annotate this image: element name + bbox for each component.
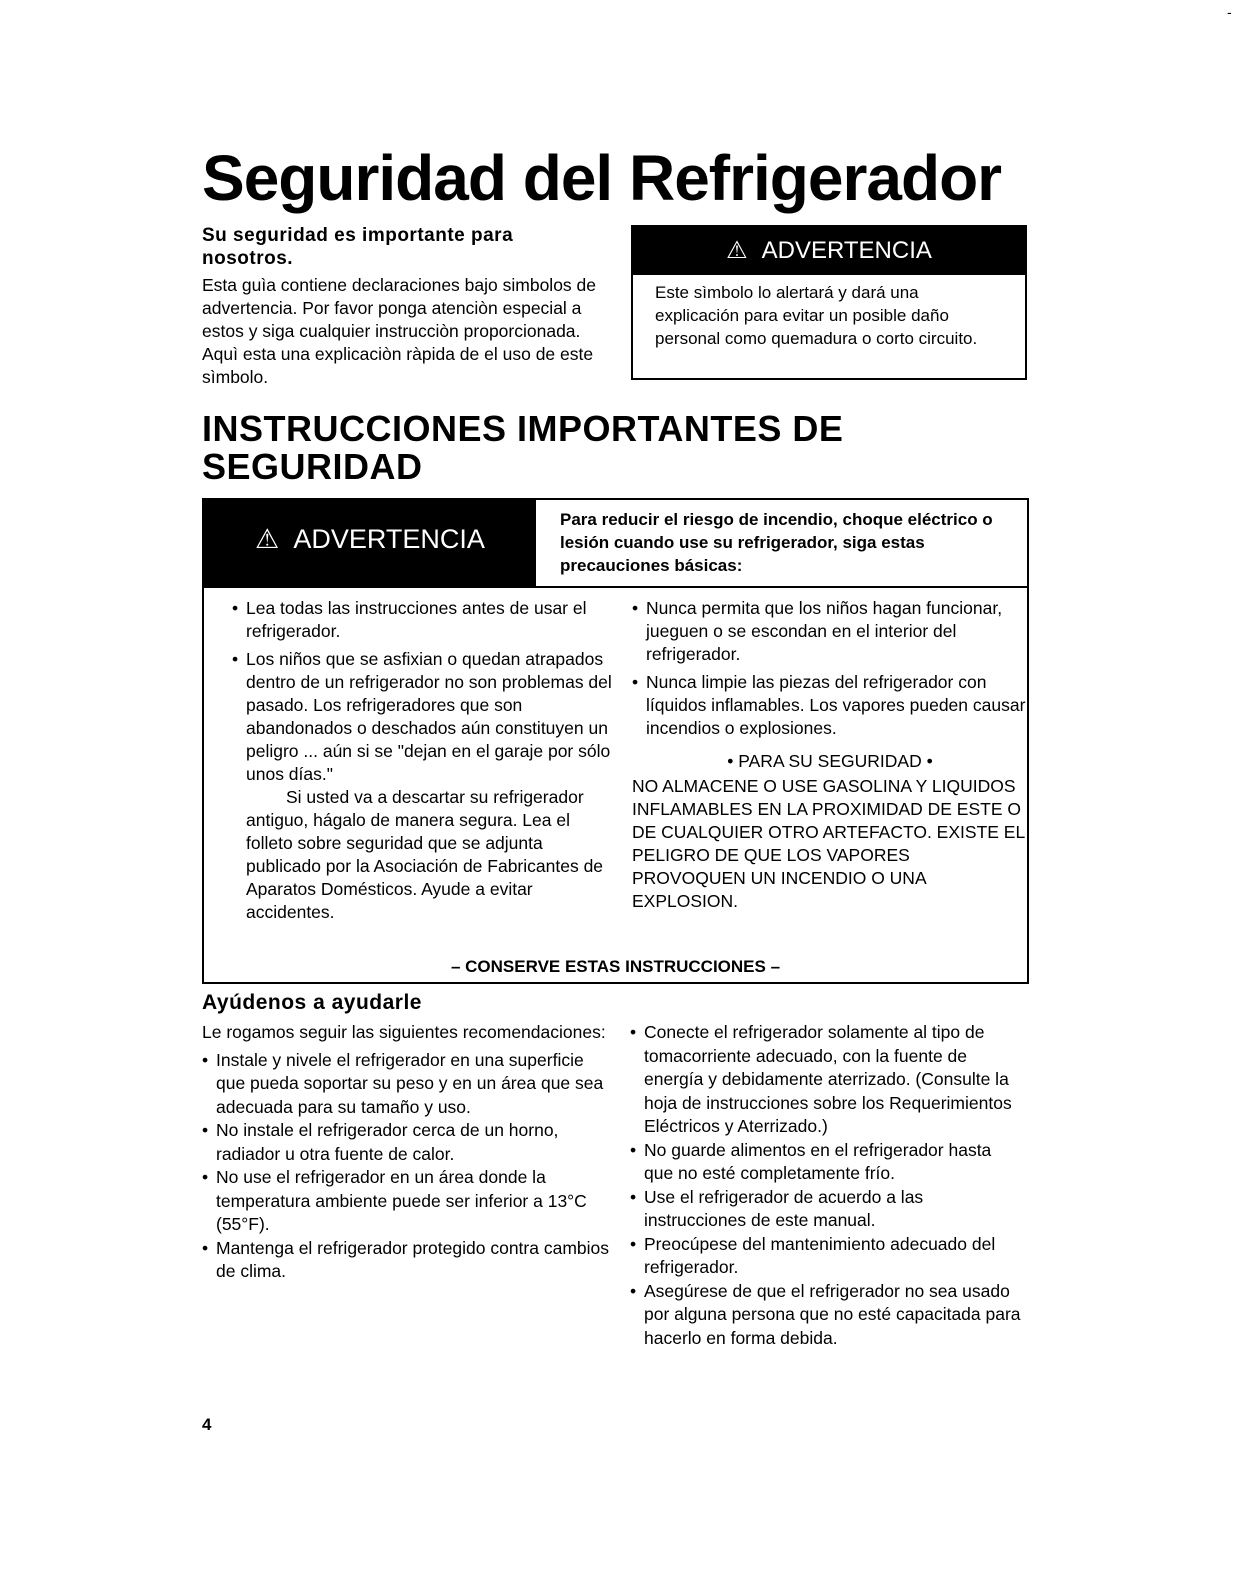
list-item: • Mantenga el refrigerador protegido contra cambios de clima. (202, 1237, 612, 1284)
list-item: • Use el refrigerador de acuerdo a las instrucciones de este manual. (630, 1186, 1025, 1233)
safety-instructions-box (202, 498, 1029, 984)
list-item: • No use el refrigerador en un área donde la temperatura ambiente puede ser inferior a 13°C (55°F). (202, 1166, 612, 1237)
safety-warning-banner (204, 500, 536, 588)
list-item: • Asegúrese de que el refrigerador no sea usado por alguna persona que no esté capacitada para hacerlo en forma debida. (630, 1280, 1025, 1351)
warning-explanation: Este sìmbolo lo alertará y dará una explicación para evitar un posible daño personal como quemadura o corto circuito. (655, 283, 978, 348)
help-heading: Ayúdenos a ayudarle (202, 991, 422, 1014)
safety-warning-label: ADVERTENCIA (293, 524, 485, 554)
warning-label: ADVERTENCIA (761, 237, 932, 264)
page-number: 4 (202, 1415, 212, 1434)
list-item: • Lea todas las instrucciones antes de usar el refrigerador. (232, 597, 612, 643)
intro-text: Esta guìa contiene declaraciones bajo simbolos de advertencia. Por favor ponga atenciòn especial a estos y siga cualquier instrucciòn proporcionada. Aquì esta una explicaciòn ràpida de el uso de este sìmbolo. (202, 275, 596, 387)
safety-left-column (232, 597, 612, 924)
warning-symbol-box (631, 225, 1027, 380)
help-right-column (630, 1021, 1025, 1350)
intro-heading: Su seguridad es importante para nosotros. (202, 225, 514, 269)
list-item: • Instale y nivele el refrigerador en una superficie que pueda soportar su peso y en un área que sea adecuada para su tamaño y uso. (202, 1049, 612, 1120)
corner-mark: - (1227, 4, 1232, 20)
safety-subtitle: • PARA SU SEGURIDAD • (727, 751, 933, 771)
list-item: • No guarde alimentos en el refrigerador hasta que no esté completamente frío. (630, 1139, 1025, 1186)
help-intro: Le rogamos seguir las siguientes recomendaciones: (202, 1022, 606, 1042)
warning-triangle-icon: ⚠ (726, 237, 748, 264)
conserve-instructions: – CONSERVE ESTAS INSTRUCCIONES – (450, 957, 781, 976)
safety-lead-text: Para reducir el riesgo de incendio, choque eléctrico o lesión cuando use su refrigerador, siga estas precauciones básicas: (560, 510, 993, 575)
warning-banner (633, 227, 1025, 275)
main-heading: INSTRUCCIONES IMPORTANTES DE SEGURIDAD (202, 408, 844, 487)
warning-triangle-icon: ⚠ (255, 524, 280, 554)
divider (536, 586, 1027, 588)
list-item: • No instale el refrigerador cerca de un horno, radiador u otra fuente de calor. (202, 1119, 612, 1166)
list-item (232, 648, 612, 924)
list-item: • Conecte el refrigerador solamente al tipo de tomacorriente adecuado, con la fuente de energía y debidamente aterrizado. (Consulte la hoja de instrucciones sobre los Requerimientos Eléctricos y Aterrizado.) (630, 1021, 1025, 1139)
list-item: • Nunca permita que los niños hagan funcionar, jueguen o se escondan en el interior del refrigerador. (632, 597, 1028, 666)
disposal-paragraph: Si usted va a descartar su refrigerador antiguo, hágalo de manera segura. Lea el folleto sobre seguridad que se adjunta publicado por la Asociación de Fabricantes de Aparatos Domésticos. Ayude a evitar accidentes. (246, 787, 604, 922)
list-item: • Preocúpese del mantenimiento adecuado del refrigerador. (630, 1233, 1025, 1280)
list-item-text: Los niños que se asfixian o quedan atrapados dentro de un refrigerador no son problemas del pasado. Los refrigeradores que son abandonados o deschados aún constituyen un peligro ... aún si se "dejan en el garaje por sólo unos días." (246, 649, 612, 784)
page-title: Seguridad del Refrigerador (202, 142, 1002, 214)
gasoline-warning: NO ALMACENE O USE GASOLINA Y LIQUIDOS INFLAMABLES EN LA PROXIMIDAD DE ESTE O DE CUALQUIER OTRO ARTEFACTO. EXISTE EL PELIGRO DE QUE LOS VAPORES PROVOQUEN UN INCENDIO O UNA EXPLOSION. (632, 776, 1025, 911)
safety-right-column (632, 597, 1028, 913)
help-left-column (202, 1021, 612, 1284)
list-item: • Nunca limpie las piezas del refrigerador con líquidos inflamables. Los vapores pueden causar incendios o explosiones. (632, 671, 1028, 740)
